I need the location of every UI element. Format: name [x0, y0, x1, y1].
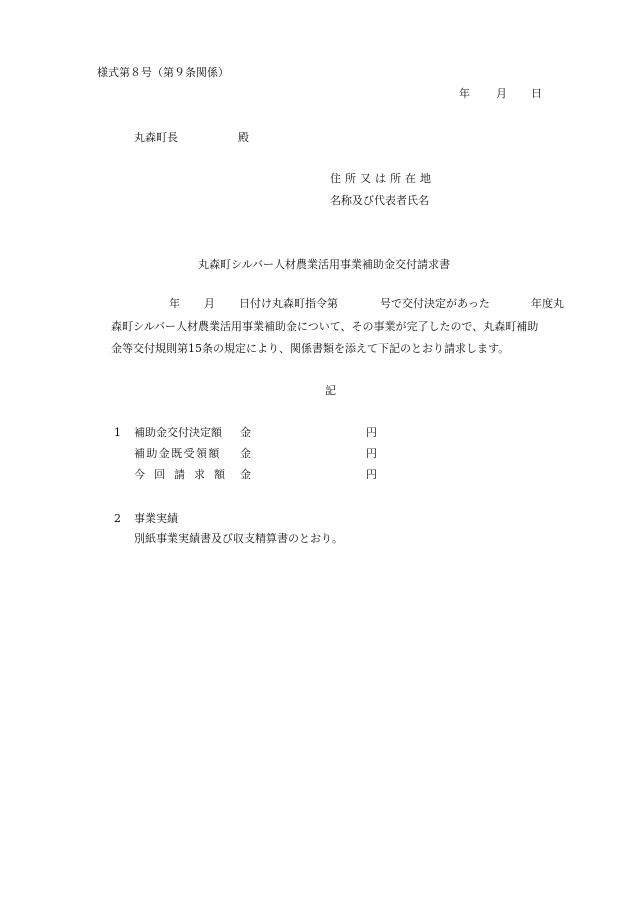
section1-row-label: 補助金交付決定額 — [134, 426, 222, 439]
date-year-label: 年 — [459, 87, 470, 100]
applicant-address-label: 住所又は所在地 — [330, 172, 435, 185]
applicant-name-label: 名称及び代表者氏名 — [330, 194, 429, 207]
section1-row-prefix: 金 — [240, 447, 251, 460]
body-line3: 金等交付規則第15条の規定により、関係書類を添えて下記のとおり請求します。 — [111, 342, 510, 355]
section1-row-prefix: 金 — [240, 426, 251, 439]
body-line1-end: 年度丸 — [531, 297, 564, 310]
section2-content: 別紙事業実績書及び収支精算書のとおり。 — [134, 532, 343, 545]
date-day-label: 日 — [531, 87, 542, 100]
section1-row-unit: 円 — [366, 468, 377, 481]
section1-row-label: 今回請求額 — [134, 468, 234, 481]
date-month-label: 月 — [496, 87, 507, 100]
section1-number: 1 — [114, 426, 121, 439]
body-year: 年 — [169, 297, 180, 310]
document-title: 丸森町シルバー人材農業活用事業補助金交付請求書 — [198, 258, 450, 271]
section1-row-unit: 円 — [366, 426, 377, 439]
section2-number: 2 — [114, 512, 121, 525]
section1-row-prefix: 金 — [240, 468, 251, 481]
section1-row-label: 補助金既受領額 — [134, 447, 221, 460]
body-line1-number: 号で交付決定があった — [380, 297, 490, 310]
body-line1-mid: 日付け丸森町指令第 — [239, 297, 338, 310]
body-line2: 森町シルバー人材農業活用事業補助金について、その事業が完了したので、丸森町補助 — [111, 320, 539, 333]
note-heading: 記 — [325, 384, 336, 397]
section1-row-unit: 円 — [366, 447, 377, 460]
recipient-town-mayor: 丸森町長 — [134, 131, 178, 144]
form-number: 様式第８号（第９条関係） — [97, 66, 229, 79]
section2-heading: 事業実績 — [134, 512, 178, 525]
body-month: 月 — [204, 297, 215, 310]
recipient-honorific: 殿 — [238, 131, 249, 144]
